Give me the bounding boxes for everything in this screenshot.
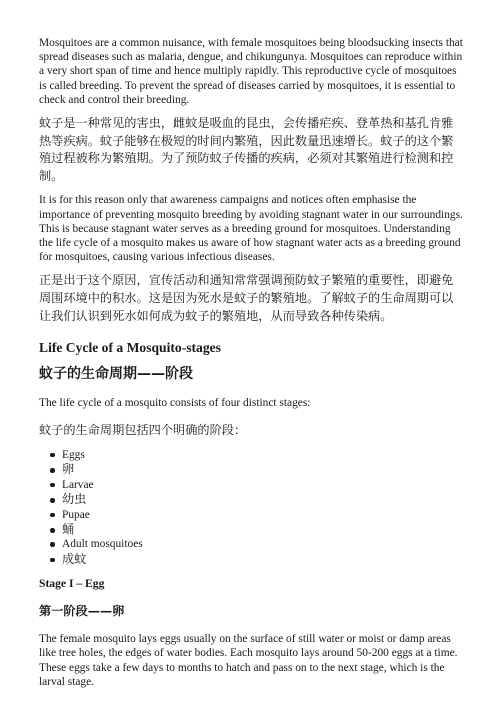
stages-list bbox=[39, 448, 463, 567]
list-item-eggs-en: Eggs bbox=[49, 448, 463, 462]
awareness-paragraph-en: It is for this reason only that awareness campaigns and notices often emphasise the importance of preventing mosquito breeding by avoiding stagnant water in our surroundings. This is because stagnant water serves as a breeding ground for mosquitoes. Understanding the life cycle of a mosquito makes us aware of how stagnant water acts as a breeding ground for mosquitoes, causing various infectious diseases. bbox=[39, 194, 463, 264]
stage1-paragraph-en: The female mosquito lays eggs usually on the surface of still water or moist or damp areas like tree holes, the edges of water bodies. Each mosquito lays around 50-200 eggs at a time. These eggs take a few days to months to hatch and pass on to the next stage, which is the larval stage. bbox=[39, 633, 458, 688]
lifecycle-heading-zh: 蚊子的生命周期——阶段 bbox=[39, 366, 193, 383]
list-item-adult-en: Adult mosquitoes bbox=[49, 537, 463, 551]
awareness-paragraph-zh: 正是出于这个原因，宣传活动和通知常常强调预防蚊子繁殖的重要性，即避免周围环境中的积水。这是因为死水是蚊子的繁殖地。了解蚊子的生命周期可以让我们认识到死水如何成为蚊子的繁殖地，从而导致各种传染病。 bbox=[39, 273, 454, 323]
lifecycle-intro-zh: 蚊子的生命周期包括四个明确的阶段： bbox=[39, 423, 247, 438]
list-item-pupae-en: Pupae bbox=[49, 508, 463, 522]
stage1-heading-en: Stage I – Egg bbox=[39, 577, 105, 591]
document-page bbox=[39, 36, 463, 697]
intro-paragraph-zh: 蚊子是一种常见的害虫，雌蚊是吸血的昆虫，会传播疟疾、登革热和基孔肯雅热等疾病。蚊子能够在极短的时间内繁殖，因此数量迅速增长。蚊子的这个繁殖过程被称为繁殖期。为了预防蚊子传播的疾病，必须对其繁殖进行检测和控制。 bbox=[39, 116, 454, 183]
list-item-pupae-zh: 蛹 bbox=[49, 522, 463, 537]
stage1-heading-zh: 第一阶段——卵 bbox=[39, 604, 125, 619]
intro-paragraph-en: Mosquitoes are a common nuisance, with female mosquitoes being bloodsucking insects that spread diseases such as malaria, dengue, and chikungunya. Mosquitoes can reproduce within a very short span of time and hence multiply rapidly. This reproductive cycle of mosquitoes is called breeding. To prevent the spread of diseases carried by mosquitoes, it is essential to check and control their breeding. bbox=[39, 37, 463, 106]
lifecycle-heading-en: Life Cycle of a Mosquito-stages bbox=[39, 340, 221, 356]
list-item-larvae-en: Larvae bbox=[49, 478, 463, 492]
list-item-eggs-zh: 卵 bbox=[49, 462, 463, 477]
list-item-adult-zh: 成蚊 bbox=[49, 552, 463, 567]
lifecycle-intro-en: The life cycle of a mosquito consists of four distinct stages: bbox=[39, 397, 311, 410]
list-item-larvae-zh: 幼虫 bbox=[49, 492, 463, 507]
